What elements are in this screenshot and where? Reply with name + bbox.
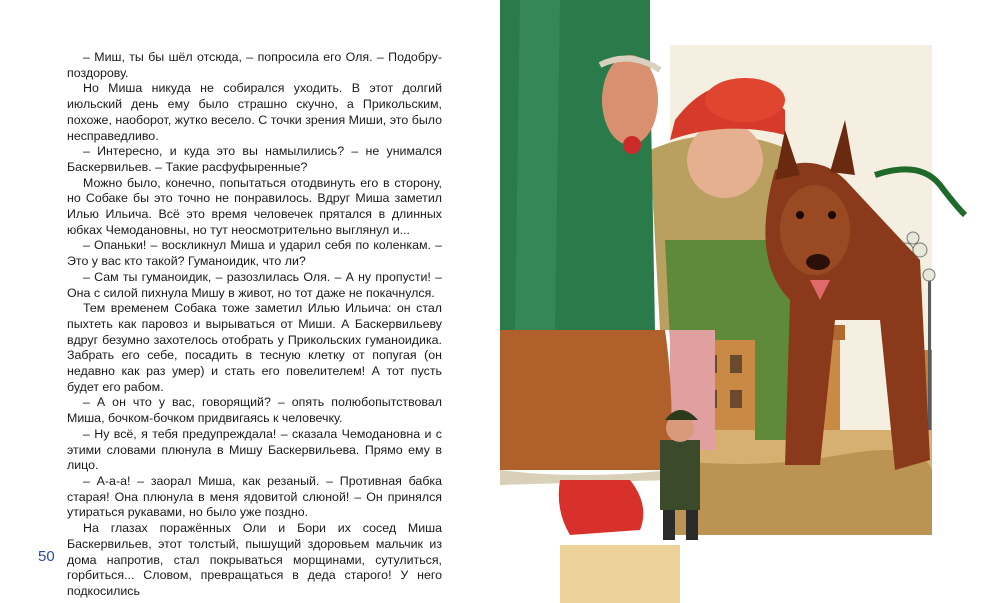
paragraph: – А он что у вас, говорящий? – опять полюбопытствовал Миша, бочком-бочком придвигаясь к человечку. xyxy=(67,395,442,426)
book-illustration xyxy=(500,0,1000,603)
paragraph: – Миш, ты бы шёл отсюда, – попросила его Оля. – Подобру-поздорову. xyxy=(67,50,442,80)
red-shoe xyxy=(559,480,644,535)
paragraph: – Сам ты гуманоидик, – разозлилась Оля. – А ну пропусти! – Она с силой пихнула Мишу в живот, но тот даже не покачнулся. xyxy=(67,269,442,300)
paragraph: – Ну всё, я тебя предупреждала! – сказала Чемодановна и с этими словами плюнула в Мишу Баскервильева. Прямо ему в лицо. xyxy=(67,426,442,473)
paragraph: – Опаньки! – воскликнул Миша и ударил себя по коленкам. – Это у вас кто такой? Гуманоидик, что ли? xyxy=(67,238,442,269)
story-text xyxy=(67,50,442,600)
page-number: 50 xyxy=(38,548,55,565)
grandma-figure xyxy=(500,0,672,485)
bottom-reflection xyxy=(560,545,680,603)
paragraph: Но Миша никуда не собирался уходить. В этот долгий июльский день ему было страшно скучно, а Прикольским, похоже, наоборот, жутко весело. С точки зрения Миши, это было несправедливо. xyxy=(67,81,442,143)
paragraph: – А-а-а! – заорал Миша, как резаный. – Противная бабка старая! Она плюнула в меня ядовитой слюной! – Он принялся утираться рукавами, но было уже поздно. xyxy=(67,473,442,520)
paragraph: На глазах поражённых Оли и Бори их сосед Миша Баскервильев, этот толстый, пышущий здоровьем мальчик из дома напротив, стал покрываться морщинами, сутулиться, горбиться... Словом, превращаться в деда старого! У него подкосились xyxy=(67,521,442,598)
paragraph: Можно было, конечно, попытаться отодвинуть его в сторону, но Собаке бы это точно не понравилось. Вдруг Миша заметил Илью Ильича. Всё это время человечек прятался в длинных юбках Чемодановны, но тут неосмотрительно выглянул и... xyxy=(67,175,442,237)
right-page xyxy=(500,0,1000,603)
paragraph: Тем временем Собака тоже заметил Илью Ильича: он стал пыхтеть как паровоз и вырываться от Миши. А Баскервильеву вдруг безумно захотелось отобрать у Прикольских гуманоидика. Забрать его себе, посадить в тесную клетку от попугая (он недавно как раз умер) и стать его повелителем! А тот пусть будет его рабом. xyxy=(67,301,442,394)
paragraph: – Интересно, и куда это вы намылились? – не унимался Баскервильев. – Такие расфуфыренные? xyxy=(67,144,442,174)
